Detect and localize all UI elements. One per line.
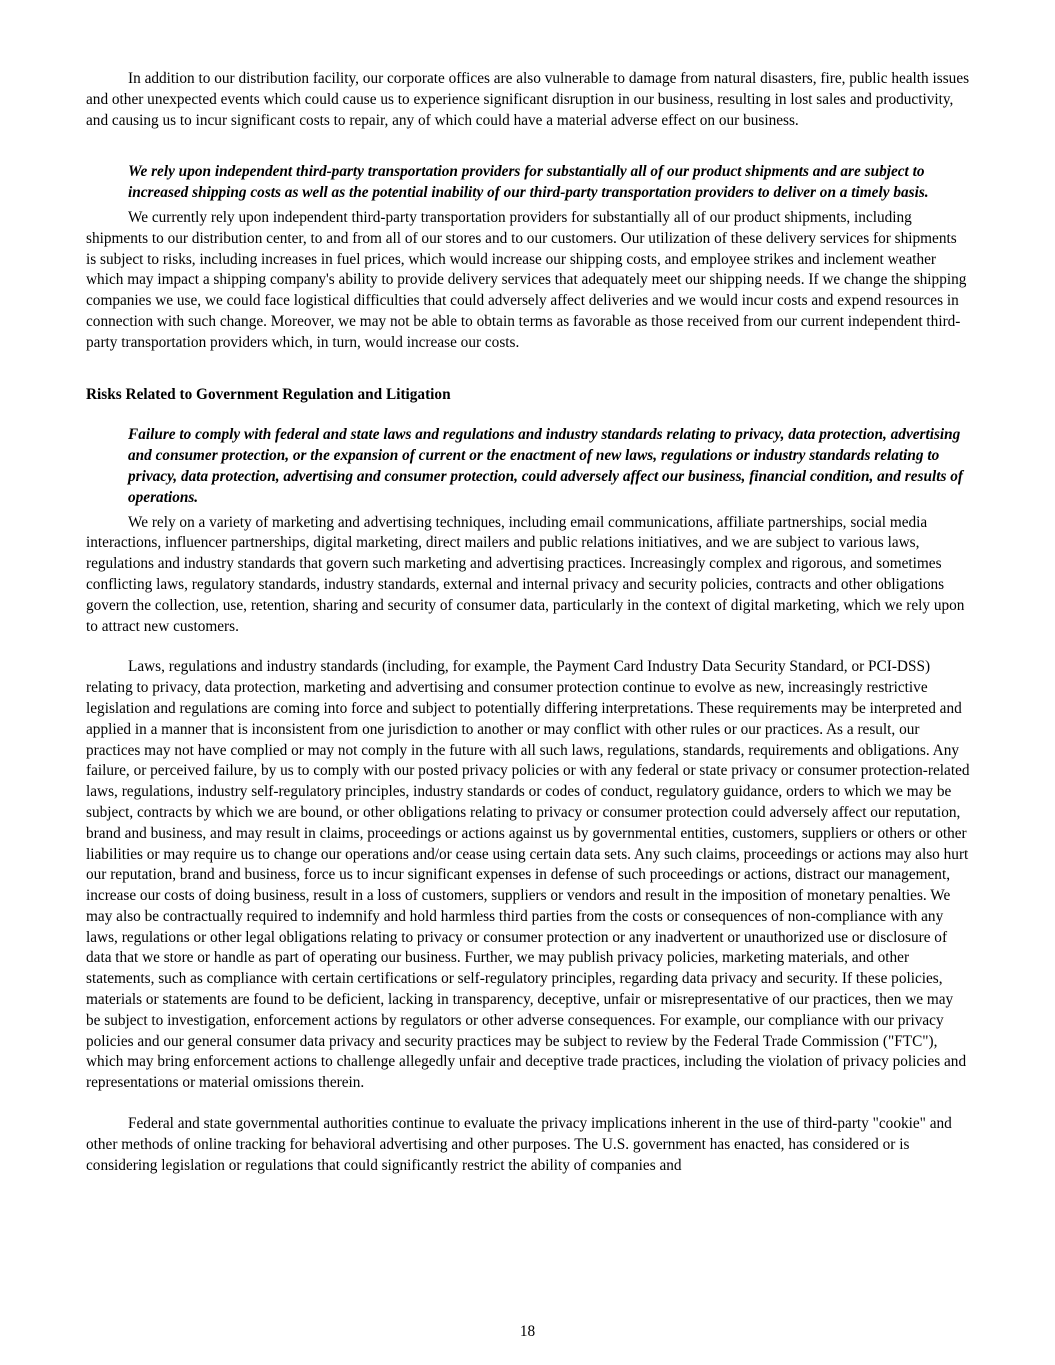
risk-privacy-heading: Failure to comply with federal and state laws and regulations and industry standards relating to privacy, data protection, advertising and consumer protection, or the expansion of current or the enactment of new laws, regulations or industry standards relating to privacy, data protection, advertising and consumer protection, could adversely affect our business, financial condition, and results of operations. [128,426,963,506]
page-number: 18 [519,1323,536,1340]
risk-privacy-paragraph-3: Federal and state governmental authorities continue to evaluate the privacy implications inherent in the use of third-party "cookie" and other methods of online tracking for behavioral advertising and other purposes. The U.S. government has enacted, has considered or is considering legislation or regulations that could significantly restrict the ability of companies and [86,1115,952,1174]
risk-transport-heading: We rely upon independent third-party transportation providers for substantially all of our product shipments and are subject to increased shipping costs as well as the potential inability of our third-party transportation providers to deliver on a timely basis. [128,163,929,202]
risk-privacy-paragraph-2: Laws, regulations and industry standards (including, for example, the Payment Card Industry Data Security Standard, or PCI-DSS) relating to privacy, data protection, marketing and advertising and consumer protection continue to evolve as new, increasingly restrictive legislation and regulations are coming into force and subject to potentially differing interpretations. These requirements may be interpreted and applied in a manner that is inconsistent from one jurisdiction to another or may conflict with other rules or our practices. As a result, our practices may not have complied or may not comply in the future with all such laws, regulations, standards, requirements and obligations. Any failure, or perceived failure, by us to comply with our posted privacy policies or with any federal or state privacy or consumer protection-related laws, regulations, industry self-regulatory principles, industry standards or codes of conduct, regulatory guidance, orders to which we may be subject, contracts by which we are bound, or other obligations relating to privacy or consumer protection could adversely affect our reputation, brand and business, and may result in claims, proceedings or actions against us by governmental entities, customers, suppliers or others or other liabilities or may require us to change our operations and/or cease using certain data sets. Any such claims, proceedings or actions may also hurt our reputation, brand and business, force us to incur significant expenses in defense of such proceedings or actions, distract our management, increase our costs of doing business, result in a loss of customers, suppliers or vendors and result in the imposition of monetary penalties. We may also be contractually required to indemnify and hold harmless third parties from the costs or consequences of non-compliance with any laws, regulations or other legal obligations relating to privacy or consumer protection or any inadvertent or unauthorized use or disclosure of data that we store or handle as part of operating our business. Further, we may publish privacy policies, marketing materials, and other statements, such as compliance with certain certifications or self-regulatory principles, regarding data privacy and security. If these policies, materials or statements are found to be deficient, lacking in transparency, deceptive, unfair or misrepresentative of our practices, then we may be subject to investigation, enforcement actions by regulators or other adverse consequences. For example, our compliance with our privacy policies and our general consumer data privacy and security practices may be subject to review by the Federal Trade Commission ("FTC"), which may bring enforcement actions to challenge allegedly unfair and deceptive trade practices, including the violation of privacy policies and representations or material omissions therein. [86,658,970,1092]
intro-paragraph: In addition to our distribution facility, our corporate offices are also vulnerable to damage from natural disasters, fire, public health issues and other unexpected events which could cause us to experience significant disruption in our business, resulting in lost sales and productivity, and causing us to incur significant costs to repair, any of which could have a material adverse effect on our business. [86,70,970,129]
document-page [86,69,970,1176]
risk-privacy-paragraph-1: We rely on a variety of marketing and advertising techniques, including email communications, affiliate partnerships, social media interactions, influencer partnerships, digital marketing, direct mailers and public relations initiatives, and we are subject to various laws, regulations and industry standards that govern such marketing and advertising practices. Increasingly complex and rigorous, and sometimes conflicting laws, regulatory standards, industry standards, external and internal privacy and security policies, contracts and other obligations govern the collection, use, retention, sharing and security of consumer data, particularly in the context of digital marketing, which we rely upon to attract new customers. [86,513,965,635]
section-title: Risks Related to Government Regulation and Litigation [86,385,451,403]
risk-transport-paragraph: We currently rely upon independent third-party transportation providers for substantially all of our product shipments, including shipments to our distribution center, to and from all of our stores and to our customers. Our utilization of these delivery services for shipments is subject to risks, including increases in fuel prices, which would increase our shipping costs, and employee strikes and inclement weather which may impact a shipping company's ability to provide delivery services that adequately meet our shipping needs. If we change the shipping companies we use, we could face logistical difficulties that could adversely affect deliveries and we would incur costs and expend resources in connection with such change. Moreover, we may not be able to obtain terms as favorable as those received from our current independent third-party transportation providers which, in turn, would increase our costs. [86,208,967,351]
